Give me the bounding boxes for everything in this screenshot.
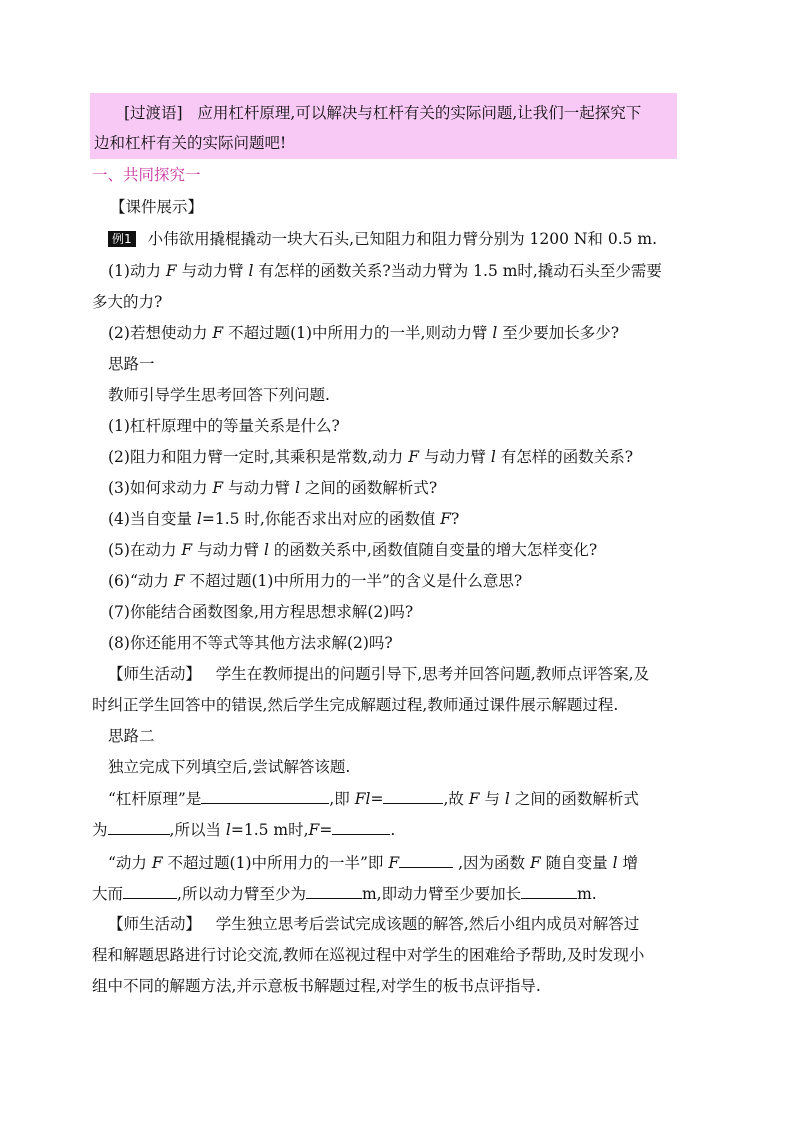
idea2-title: 思路二 [108, 727, 155, 745]
var-l: l [612, 854, 618, 872]
idea1-q6 [108, 570, 522, 592]
var-F: F [388, 854, 400, 872]
activity2-line-3: 组中不同的解题方法,并示意板书解题过程,对学生的板书点评指导. [92, 977, 541, 995]
var-F: F [173, 572, 185, 590]
var-l: l [504, 790, 510, 808]
text: 与动力臂 [419, 448, 491, 466]
idea1-q2 [108, 446, 633, 468]
text: 不超过题(1)中所用力的一半,则动力臂 [223, 324, 493, 342]
var-F: F [151, 854, 163, 872]
text: 之间的函数解析式? [299, 479, 438, 497]
text: 不超过题(1)中所用力的一半”即 [162, 854, 389, 872]
text: ,即 [329, 790, 355, 808]
text: 与 [479, 790, 505, 808]
idea1-q5 [108, 539, 597, 561]
text: 大而 [92, 885, 124, 903]
idea1-q7: (7)你能结合函数图象,用方程思想求解(2)吗? [108, 603, 414, 621]
transition-line-2 [94, 128, 673, 158]
var-l: l [492, 324, 498, 342]
text: 与动力臂 [192, 541, 265, 559]
var-F: F [181, 541, 193, 559]
var-F: F [212, 479, 224, 497]
activity2-line-2: 程和解题思路进行讨论交流,教师在巡视过程中对学生的困难给予帮助,及时发现小 [92, 946, 645, 964]
text: “杠杆原理”是 [108, 790, 202, 808]
text: ,因为函数 [453, 854, 530, 872]
var-F: F [529, 854, 541, 872]
text: ,所以当 [169, 821, 226, 839]
text: 随自变量 [540, 854, 613, 872]
example-badge: 例1 [108, 231, 136, 247]
answer-blank[interactable] [521, 882, 577, 899]
text: ,故 [443, 790, 469, 808]
text: m. [577, 885, 597, 903]
fill-line-3 [108, 851, 638, 874]
idea1-q3 [108, 477, 437, 499]
text: =1.5 m时, [230, 821, 309, 839]
text: (5)在动力 [108, 541, 182, 559]
fill-line-2 [92, 818, 395, 841]
fill-line-4 [92, 882, 597, 905]
text: (1)动力 [108, 262, 166, 280]
text: 为 [92, 821, 108, 839]
activity2-line-1 [108, 913, 639, 935]
example-statement [108, 228, 657, 250]
activity1-line-2: 时纠正学生回答中的错误,然后学生完成解题过程,教师通过课件展示解题过程. [92, 696, 619, 714]
answer-blank[interactable] [383, 787, 443, 804]
activity2-label: 【师生活动】 [108, 915, 202, 933]
var-l: l [248, 262, 254, 280]
idea1-guide: 教师引导学生思考回答下列问题. [108, 386, 330, 404]
text: 不超过题(1)中所用力的一半”的含义是什么意思? [184, 572, 523, 590]
text: 之间的函数解析式 [509, 790, 639, 808]
idea1-q1: (1)杠杆原理中的等量关系是什么? [108, 417, 340, 435]
var-l: l [264, 541, 269, 559]
text: 与动力臂 [176, 262, 249, 280]
idea2-guide: 独立完成下列填空后,尝试解答该题. [108, 758, 351, 776]
example-text: 小伟欲用撬棍撬动一块大石头,已知阻力和阻力臂分别为 1200 N和 0.5 m. [147, 230, 658, 248]
var-F: F [468, 790, 480, 808]
idea1-title: 思路一 [108, 355, 155, 373]
transition-text: 应用杠杆原理,可以解决与杠杆有关的实际问题,让我们一起探究下 [197, 104, 642, 122]
section-heading: 一、共同探究一 [92, 166, 201, 184]
text: “动力 [108, 854, 152, 872]
var-F: F [440, 510, 452, 528]
text: = [319, 821, 333, 839]
var-l: l [490, 448, 496, 466]
text: 有怎样的函数关系? [495, 448, 634, 466]
text: = [370, 790, 384, 808]
text: (4)当自变量 [108, 510, 197, 528]
text: 与动力臂 [223, 479, 296, 497]
var-l: l [225, 821, 231, 839]
example-q2 [108, 322, 619, 344]
transition-box [90, 93, 677, 159]
text: (3)如何求动力 [108, 479, 213, 497]
var-F: F [165, 262, 177, 280]
activity1-line-1 [108, 663, 649, 685]
answer-blank[interactable] [108, 818, 170, 835]
idea1-q4 [108, 508, 459, 530]
courseware-label: 【课件展示】 [110, 198, 204, 216]
var-F: F [408, 448, 420, 466]
text: =1.5 时,你能否求出对应的函数值 [201, 510, 441, 528]
text: 学生独立思考后尝试完成该题的解答,然后小组内成员对解答过 [215, 915, 640, 933]
text: 学生在教师提出的问题引导下,思考并回答问题,教师点评答案,及 [215, 665, 650, 683]
answer-blank[interactable] [123, 882, 177, 899]
activity1-label: 【师生活动】 [108, 665, 202, 683]
text: (6)“动力 [108, 572, 174, 590]
text: . [390, 821, 396, 839]
fill-line-1 [108, 787, 639, 810]
example-q1-cont: 多大的力? [92, 293, 163, 311]
text: 至少要加长多少? [497, 324, 620, 342]
text: (2)若想使动力 [108, 324, 213, 342]
answer-blank[interactable] [201, 787, 329, 804]
answer-blank[interactable] [306, 882, 362, 899]
answer-blank[interactable] [399, 851, 453, 868]
text: m,即动力臂至少要加长 [361, 885, 522, 903]
var-l: l [196, 510, 202, 528]
text: (2)阻力和阻力臂一定时,其乘积是常数,动力 [108, 448, 409, 466]
text: ? [451, 510, 460, 528]
text: 有怎样的函数关系?当动力臂为 1.5 m时,撬动石头至少需要 [253, 262, 662, 280]
var-Fl: Fl [354, 790, 371, 808]
transition-line-1 [94, 98, 673, 128]
answer-blank[interactable] [332, 818, 390, 835]
var-l: l [295, 479, 300, 497]
var-F: F [212, 324, 224, 342]
text: 的函数关系中,函数值随自变量的增大怎样变化? [268, 541, 598, 559]
text: ,所以动力臂至少为 [177, 885, 306, 903]
text: 增 [617, 854, 638, 872]
transition-label: [过渡语] [124, 104, 183, 122]
idea1-q8: (8)你还能用不等式等其他方法求解(2)吗? [108, 634, 393, 652]
transition-text-2: 边和杠杆有关的实际问题吧! [94, 134, 287, 152]
var-F: F [308, 821, 320, 839]
example-q1 [108, 260, 662, 282]
